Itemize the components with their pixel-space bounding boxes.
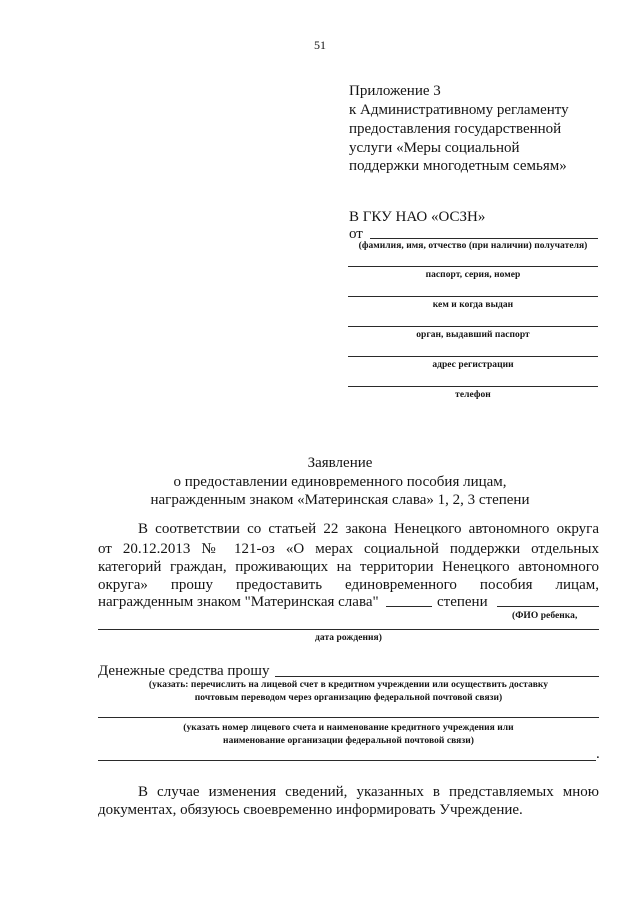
registration-address-line[interactable] bbox=[348, 356, 598, 357]
line-end-period: . bbox=[596, 746, 600, 762]
account-line[interactable] bbox=[98, 717, 599, 718]
appendix-line: предоставления государственной bbox=[349, 121, 562, 137]
degree-line[interactable] bbox=[386, 606, 432, 607]
applicant-name-hint: (фамилия, имя, отчество (при наличии) получателя) bbox=[358, 241, 588, 251]
passport-hint: паспорт, серия, номер bbox=[425, 270, 521, 280]
appendix-line: к Административному регламенту bbox=[349, 102, 569, 118]
paragraph-line: В соответствии со статьей 22 закона Ненецкого автономного округа bbox=[138, 521, 599, 537]
payment-method-hint: (указать: перечислить на лицевой счет в кредитном учреждении или осуществить доставку bbox=[148, 680, 549, 690]
registration-address-hint: адрес регистрации bbox=[432, 360, 514, 370]
issuing-authority-line[interactable] bbox=[348, 326, 598, 327]
passport-line[interactable] bbox=[348, 266, 598, 267]
account-continuation-line[interactable] bbox=[98, 760, 596, 761]
page-number: 51 bbox=[314, 38, 326, 52]
degree-label: степени bbox=[437, 594, 488, 610]
child-name-line[interactable] bbox=[497, 606, 599, 607]
applicant-name-line[interactable] bbox=[370, 238, 598, 239]
statement-subtitle-line: о предоставлении единовременного пособия лицам, bbox=[173, 474, 507, 490]
child-birth-line[interactable] bbox=[98, 629, 599, 630]
issued-by-line[interactable] bbox=[348, 296, 598, 297]
appendix-line: услуги «Меры социальной bbox=[349, 140, 520, 156]
statement-title: Заявление bbox=[307, 455, 373, 471]
paragraph-line: категорий граждан, проживающих на территории Ненецкого автономного bbox=[98, 559, 599, 575]
phone-line[interactable] bbox=[348, 386, 598, 387]
paragraph-line-prefix: награжденным знаком "Материнская слава" bbox=[98, 594, 379, 610]
phone-hint: телефон bbox=[455, 390, 491, 400]
payment-method-line[interactable] bbox=[275, 676, 599, 677]
money-label: Денежные средства прошу bbox=[98, 663, 270, 679]
account-hint: наименование организации федеральной почтовой связи) bbox=[223, 736, 474, 746]
issuing-authority-hint: орган, выдавший паспорт bbox=[416, 330, 530, 340]
paragraph-line: от 20.12.2013 № 121-оз «О мерах социальной поддержки отдельных bbox=[98, 541, 599, 557]
addressee-to: В ГКУ НАО «ОСЗН» bbox=[349, 209, 486, 225]
appendix-line: Приложение 3 bbox=[349, 83, 441, 99]
birth-date-hint: дата рождения) bbox=[315, 633, 382, 643]
paragraph-line: документах, обязуюсь своевременно информировать Учреждение. bbox=[98, 802, 523, 818]
paragraph-line: В случае изменения сведений, указанных в представляемых мною bbox=[138, 784, 599, 800]
account-hint: (указать номер лицевого счета и наименование кредитного учреждения или bbox=[183, 723, 514, 733]
paragraph-line: округа» прошу предоставить единовременного пособия лицам, bbox=[98, 577, 599, 593]
from-label: от bbox=[349, 226, 363, 242]
statement-subtitle-line: награжденным знаком «Материнская слава» 1, 2, 3 степени bbox=[150, 492, 530, 508]
appendix-line: поддержки многодетным семьям» bbox=[349, 158, 567, 174]
payment-method-hint: почтовым переводом через организацию федеральной почтовой связи) bbox=[194, 693, 503, 703]
child-name-hint: (ФИО ребенка, bbox=[512, 611, 578, 621]
issued-by-hint: кем и когда выдан bbox=[432, 300, 514, 310]
